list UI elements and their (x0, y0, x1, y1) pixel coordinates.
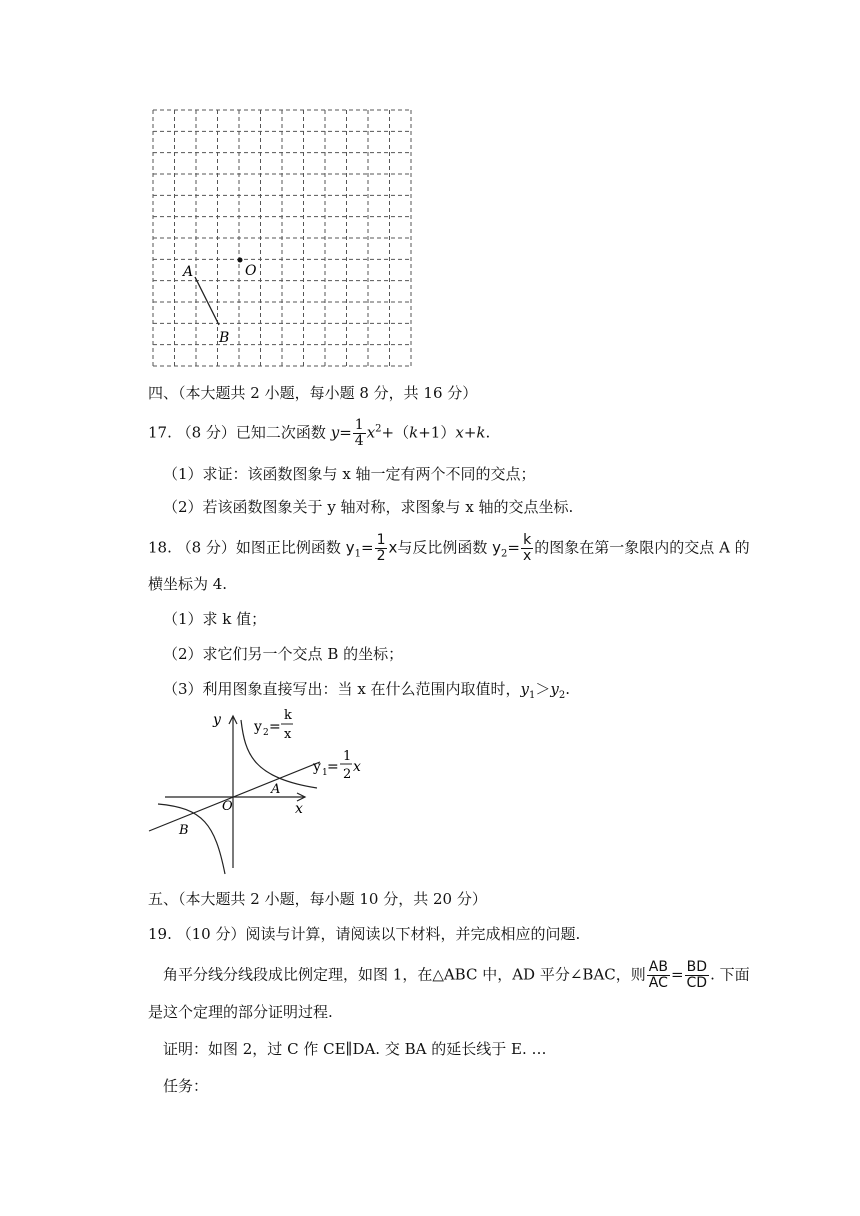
function-graph (145, 706, 375, 876)
segment-ab (195, 277, 219, 325)
graph-origin-label: O (222, 799, 233, 814)
svg-text:=: = (327, 759, 339, 775)
hyperbola-branch-2 (158, 804, 225, 874)
svg-text:y: y (313, 759, 321, 775)
q18-stem-line2: 横坐标为 4. (148, 575, 228, 593)
grid-label-a: A (183, 264, 194, 280)
graph-y-axis-label: y (213, 712, 221, 728)
q18-fraction-1: $\frac{1}{2}$ (376, 532, 386, 564)
q17-stem: 17. （8 分）已知二次函数 y= $\frac{1}{4}$ $x^2+(k+1)x+k$. (148, 417, 491, 449)
q18-part1: （1）求 k 值； (163, 610, 267, 628)
svg-text:x: x (284, 727, 292, 742)
grid-figure (145, 104, 425, 374)
q19-task: 任务： (163, 1077, 209, 1095)
svg-text:y: y (254, 719, 262, 735)
q19-proof: 证明：如图 2，过 C 作 CE∥DA. 交 BA 的延长线于 E. … (163, 1040, 547, 1058)
section5-heading: 五、（本大题共 2 小题，每小题 10 分，共 20 分） (148, 890, 487, 908)
point-o (238, 258, 243, 263)
y1-formula-label (312, 749, 361, 782)
svg-text:2: 2 (343, 767, 352, 782)
q19-line2: 是这个定理的部分证明过程. (148, 1003, 333, 1021)
svg-text:1: 1 (343, 749, 352, 764)
q17-part1: （1）求证：该函数图象与 x 轴一定有两个不同的交点； (163, 465, 536, 483)
grid-lines (153, 110, 411, 366)
svg-text:1: 1 (322, 768, 328, 778)
q17-part2: （2）若该函数图象关于 y 轴对称，求图象与 x 轴的交点坐标. (163, 498, 574, 516)
svg-text:x: x (353, 759, 361, 775)
graph-label-b: B (179, 823, 189, 838)
svg-text:=: = (269, 719, 281, 735)
y2-formula-label (253, 708, 293, 742)
q19-fraction-1: $\frac{AB}{AC}$ (648, 959, 668, 991)
q17-fraction: $\frac{1}{4}$ (354, 417, 364, 449)
grid-label-o: O (245, 263, 257, 279)
graph-x-axis-label: x (295, 801, 303, 817)
q19-fraction-2: $\frac{BD}{CD}$ (686, 959, 708, 991)
q18-part3: （3）利用图象直接写出：当 x 在什么范围内取值时，$y_1>y_2$. (163, 680, 571, 701)
q18-fraction-2: $\frac{k}{x}$ (523, 532, 532, 564)
q19-stem: 19. （10 分）阅读与计算，请阅读以下材料，并完成相应的问题. (148, 925, 581, 943)
q18-part2: （2）求它们另一个交点 B 的坐标； (163, 645, 404, 663)
svg-text:k: k (284, 708, 292, 723)
section4-heading: 四、（本大题共 2 小题，每小题 8 分，共 16 分） (148, 384, 478, 402)
graph-label-a: A (271, 782, 281, 797)
q19-theorem: 角平分线分线段成比例定理，如图 1，在△ABC 中，AD 平分∠BAC，则 $\frac{AB}{AC}$ = $\frac{BD}{CD}$ . 下面 (163, 959, 750, 991)
q18-stem: 18. （8 分）如图正比例函数 $y_1=$ $\frac{1}{2}$ x与反比例函数 $y_2=$ $\frac{k}{x}$ 的图象在第一象限内的交点 A 的 (148, 532, 750, 564)
svg-text:2: 2 (263, 728, 269, 738)
grid-label-b: B (219, 330, 230, 346)
